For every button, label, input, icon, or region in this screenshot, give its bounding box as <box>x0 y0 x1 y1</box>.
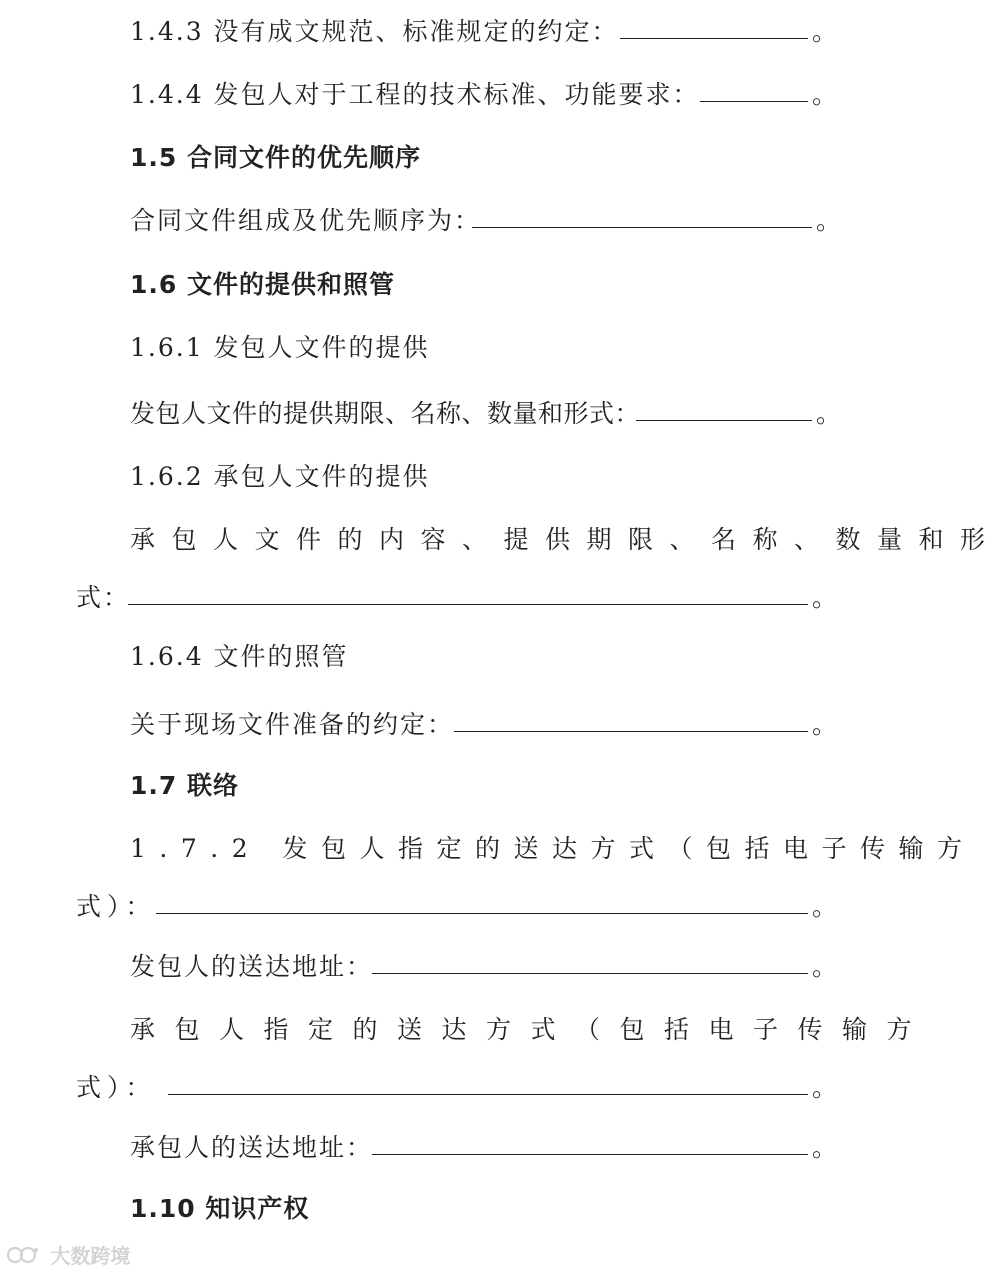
clause-text: 式： <box>76 583 131 612</box>
clause-text: 关于现场文件准备的约定： <box>130 710 455 739</box>
heading-1-7 <box>0 762 899 802</box>
period: 。 <box>812 892 838 921</box>
watermark-text: 大数跨境 <box>50 1244 131 1268</box>
heading-1-6 <box>0 261 899 301</box>
period: 。 <box>816 206 842 235</box>
clause-text: 承包人文件的内容、提供期限、名称、数量和形 <box>130 525 1002 554</box>
period: 。 <box>812 710 838 739</box>
fill-in-blank[interactable] <box>620 38 808 39</box>
fill-in-blank[interactable] <box>636 420 812 421</box>
para-cheng-delivery-line2 <box>0 1064 899 1104</box>
clause-text: 合同文件组成及优先顺序为： <box>130 206 482 235</box>
section-heading: 1.10 知识产权 <box>130 1194 310 1223</box>
clause-text: 1.6.1 发包人文件的提供 <box>130 333 430 362</box>
period: 。 <box>812 583 838 612</box>
clause-text: 发包人的送达地址： <box>130 952 374 981</box>
section-heading: 1.7 联络 <box>130 771 239 800</box>
watermark <box>6 1240 130 1270</box>
clause-1-7-2-line2 <box>0 883 899 923</box>
fill-in-blank[interactable] <box>128 604 808 605</box>
clause-text: 1.4.3 没有成文规范、标准规定的约定： <box>130 17 619 46</box>
para-1-6-2-line2 <box>0 574 899 614</box>
para-cheng-address <box>0 1124 899 1164</box>
heading-1-5 <box>0 134 899 174</box>
clause-1-7-2-line1 <box>0 825 976 865</box>
period: 。 <box>812 952 838 981</box>
para-1-5 <box>0 197 899 237</box>
fill-in-blank[interactable] <box>700 101 808 102</box>
clause-1-4-4 <box>0 71 899 111</box>
fill-in-blank[interactable] <box>454 731 808 732</box>
period: 。 <box>812 17 838 46</box>
clause-text: 1.6.2 承包人文件的提供 <box>130 462 430 491</box>
clause-1-6-1 <box>0 324 899 364</box>
heading-1-10 <box>0 1185 899 1225</box>
clause-text: 承包人指定的送达方式（包括电子传输方 <box>130 1015 932 1044</box>
clause-text: 1.6.4 文件的照管 <box>130 642 349 671</box>
clause-text: 发包人文件的提供期限、名称、数量和形式： <box>130 399 641 428</box>
brand-logo-icon <box>6 1244 40 1266</box>
para-1-6-1 <box>0 390 899 430</box>
clause-1-6-2 <box>0 453 899 493</box>
clause-text: 承包人的送达地址： <box>130 1133 374 1162</box>
clause-1-6-4 <box>0 633 899 673</box>
clause-text: 1.4.4 发包人对于工程的技术标准、功能要求： <box>130 80 700 109</box>
fill-in-blank[interactable] <box>156 913 808 914</box>
para-1-6-4 <box>0 701 899 741</box>
clause-text: 1.7.2 发包人指定的送达方式（包括电子传输方 <box>130 834 976 863</box>
section-heading: 1.6 文件的提供和照管 <box>130 270 395 299</box>
period: 。 <box>812 80 838 109</box>
fill-in-blank[interactable] <box>168 1094 808 1095</box>
fill-in-blank[interactable] <box>372 1154 808 1155</box>
section-heading: 1.5 合同文件的优先顺序 <box>130 143 421 172</box>
period: 。 <box>812 1133 838 1162</box>
clause-1-4-3 <box>0 8 899 48</box>
para-1-6-2-line1 <box>0 516 1002 556</box>
period: 。 <box>816 399 842 428</box>
clause-text: 式）： <box>76 1073 157 1102</box>
period: 。 <box>812 1073 838 1102</box>
para-fa-address <box>0 943 899 983</box>
fill-in-blank[interactable] <box>372 973 808 974</box>
clause-text: 式）： <box>76 892 157 921</box>
fill-in-blank[interactable] <box>472 227 812 228</box>
para-cheng-delivery-line1 <box>0 1006 932 1046</box>
